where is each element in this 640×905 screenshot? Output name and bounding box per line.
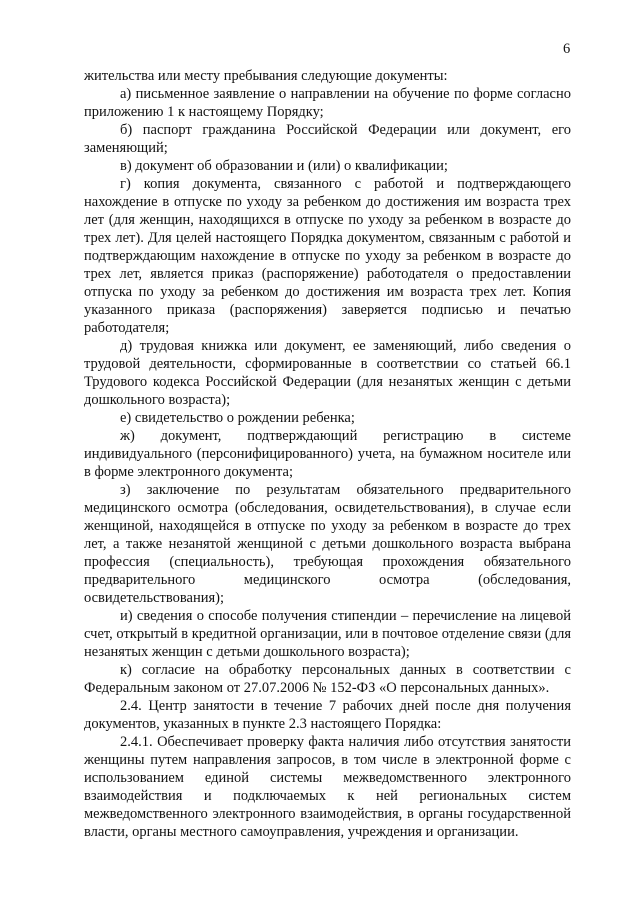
page-number: 6 [563, 41, 571, 57]
list-item-e: е) свидетельство о рождении ребенка; [120, 410, 355, 426]
list-item-zh: ж) документ, подтверждающий регистрацию в системе индивидуального (персонифицированного) учета, на бумажном носителе или в форме электронного документа; [84, 428, 571, 480]
list-item-d: д) трудовая книжка или документ, ее заменяющий, либо сведения о трудовой деятельности, сформированные в соответствии со статьей 66.1 Трудового кодекса Российской Федерации (для незанятых женщин с детьми дошкольного возраста); [84, 338, 571, 408]
list-item-z: з) заключение по результатам обязательного предварительного медицинского осмотра (обследования, освидетельствования), в случае если женщиной, находящейся в отпуске по уходу за ребенком в возрасте до трех лет, а также незанятой женщиной с детьми дошкольного возраста выбрана профессия (специальность), требующая прохождения обязательного предварительного медицинского осмотра (обследования, освидетельствования); [84, 482, 571, 606]
document-body [84, 67, 571, 841]
list-item-v: в) документ об образовании и (или) о квалификации; [120, 158, 448, 174]
list-item-k: к) согласие на обработку персональных данных в соответствии с Федеральным законом от 27.07.2006 № 152-ФЗ «О персональных данных». [84, 662, 571, 696]
section-2-4-1: 2.4.1. Обеспечивает проверку факта наличия либо отсутствия занятости женщины путем направления запросов, в том числе в электронной форме с использованием единой системы межведомственного электронного взаимодействия и подключаемых к ней региональных систем межведомственного электронного взаимодействия, в органы государственной власти, органы местного самоуправления, учреждения и организации. [84, 734, 571, 840]
list-item-a: а) письменное заявление о направлении на обучение по форме согласно приложению 1 к настоящему Порядку; [84, 86, 571, 120]
list-item-b: б) паспорт гражданина Российской Федерации или документ, его заменяющий; [84, 122, 571, 156]
paragraph-continuation: жительства или месту пребывания следующие документы: [84, 68, 448, 84]
section-2-4: 2.4. Центр занятости в течение 7 рабочих дней после дня получения документов, указанных в пункте 2.3 настоящего Порядка: [84, 698, 571, 732]
list-item-g: г) копия документа, связанного с работой и подтверждающего нахождение в отпуске по уходу за ребенком до достижения им возраста трех лет (для женщин, находящихся в отпуске по уходу за ребенком в возрасте до трех лет). Для целей настоящего Порядка документом, связанным с работой и подтверждающим нахождение в отпуске по уходу за ребенком в возрасте до трех лет, является приказ (распоряжение) работодателя о предоставлении отпуска по уходу за ребенком до достижения им возраста трех лет. Копия указанного приказа (распоряжения) заверяется подписью и печатью работодателя; [84, 176, 571, 336]
list-item-i: и) сведения о способе получения стипендии – перечисление на лицевой счет, открытый в кредитной организации, или в почтовое отделение связи (для незанятых женщин с детьми дошкольного возраста); [84, 608, 571, 660]
